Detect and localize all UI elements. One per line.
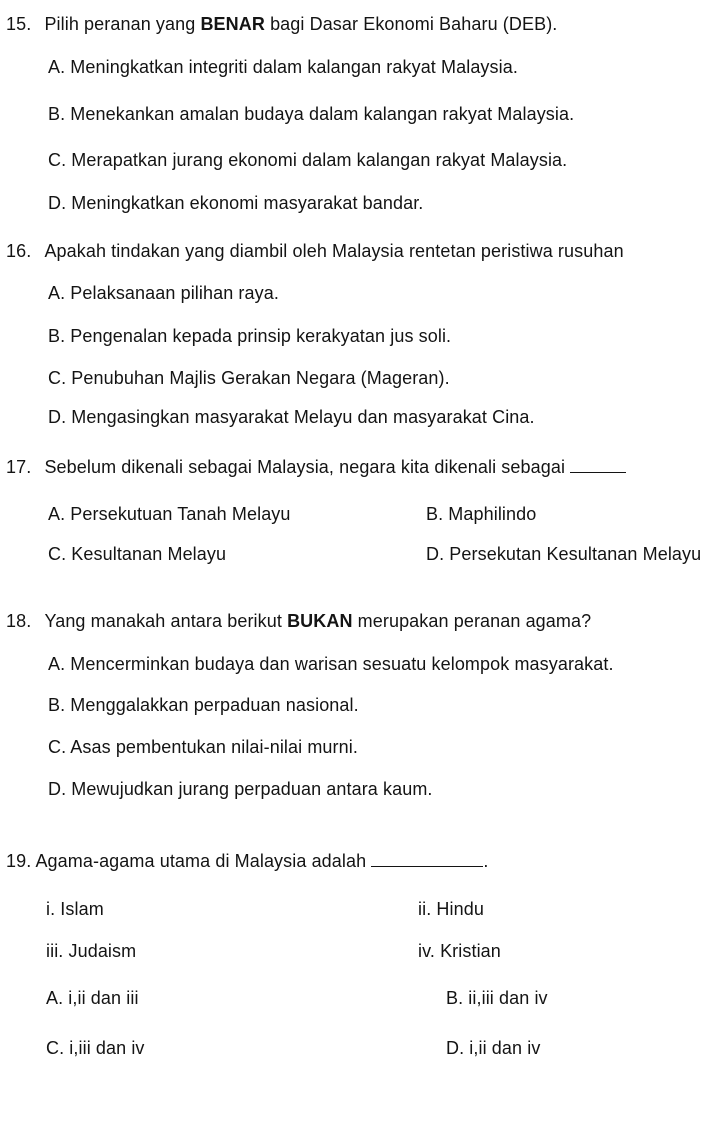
question-number: 18. <box>6 611 32 631</box>
stem-text: Pilih peranan yang <box>44 14 201 34</box>
q19-option-b: B. ii,iii dan iv <box>446 988 548 1008</box>
answer-blank <box>570 456 626 473</box>
q19-option-c: C. i,iii dan iv <box>46 1038 145 1058</box>
q15-option-b: B. Menekankan amalan budaya dalam kalangan rakyat Malaysia. <box>48 104 575 124</box>
q19-item-iv: iv. Kristian <box>418 941 501 961</box>
question-number: 17. <box>6 457 32 477</box>
q18-option-d: D. Mewujudkan jurang perpaduan antara kaum. <box>48 779 433 799</box>
stem-text: bagi Dasar Ekonomi Baharu (DEB). <box>264 14 558 34</box>
q17-option-b: B. Maphilindo <box>426 504 537 524</box>
q18-option-a: A. Mencerminkan budaya dan warisan sesuatu kelompok masyarakat. <box>48 654 614 674</box>
q17-option-d: D. Persekutan Kesultanan Melayu <box>426 544 702 564</box>
q16-option-c: C. Penubuhan Majlis Gerakan Negara (Mageran). <box>48 368 450 388</box>
question-18-stem <box>6 610 591 632</box>
question-number: 19. <box>6 851 32 871</box>
q19-item-iii: iii. Judaism <box>46 941 137 961</box>
q15-option-a: A. Meningkatkan integriti dalam kalangan rakyat Malaysia. <box>48 57 518 77</box>
stem-text: Agama-agama utama di Malaysia adalah <box>35 851 367 871</box>
q15-option-d: D. Meningkatkan ekonomi masyarakat bandar. <box>48 193 424 213</box>
q19-option-d: D. i,ii dan iv <box>446 1038 541 1058</box>
q16-option-a: A. Pelaksanaan pilihan raya. <box>48 283 279 303</box>
stem-emphasis: BENAR <box>200 14 265 34</box>
stem-emphasis: BUKAN <box>287 611 353 631</box>
question-19-stem <box>6 850 488 872</box>
q18-option-b: B. Menggalakkan perpaduan nasional. <box>48 695 359 715</box>
stem-text: Sebelum dikenali sebagai Malaysia, negara kita dikenali sebagai <box>44 457 566 477</box>
q17-option-c: C. Kesultanan Melayu <box>48 544 227 564</box>
stem-text: Yang manakah antara berikut <box>44 611 288 631</box>
question-16-stem <box>6 240 624 262</box>
stem-period: . <box>483 851 489 871</box>
q19-item-ii: ii. Hindu <box>418 899 484 919</box>
q15-option-c: C. Merapatkan jurang ekonomi dalam kalangan rakyat Malaysia. <box>48 150 568 170</box>
q19-item-i: i. Islam <box>46 899 104 919</box>
q18-option-c: C. Asas pembentukan nilai-nilai murni. <box>48 737 358 757</box>
q16-option-b: B. Pengenalan kepada prinsip kerakyatan jus soli. <box>48 326 452 346</box>
stem-text: merupakan peranan agama? <box>352 611 592 631</box>
stem-text: Apakah tindakan yang diambil oleh Malaysia rentetan peristiwa rusuhan <box>44 241 624 261</box>
question-number: 16. <box>6 241 32 261</box>
q16-option-d: D. Mengasingkan masyarakat Melayu dan masyarakat Cina. <box>48 407 535 427</box>
q19-option-a: A. i,ii dan iii <box>46 988 139 1008</box>
answer-blank <box>371 850 483 867</box>
question-15-stem <box>6 13 557 35</box>
question-number: 15. <box>6 14 32 34</box>
q17-option-a: A. Persekutuan Tanah Melayu <box>48 504 291 524</box>
question-17-stem <box>6 456 626 478</box>
